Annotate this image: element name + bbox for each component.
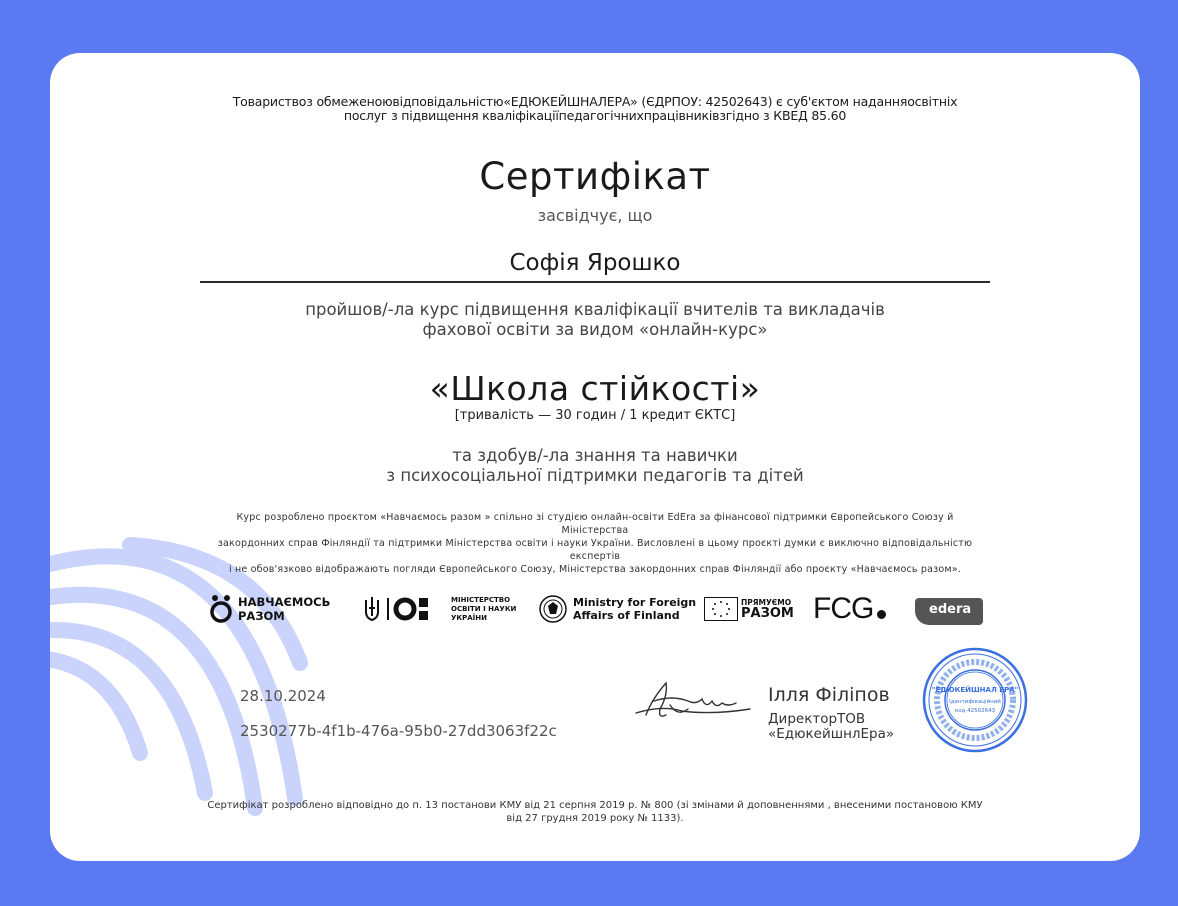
mon-line-2: ОСВІТИ І НАУКИ <box>451 604 517 613</box>
disclaimer-line-1: Курс розроблено проєктом «Навчаємось разом » спільно зі студією онлайн-освіти EdEra за фінансової підтримки Європейського Союзу й <box>236 512 954 523</box>
eu-line-2: РАЗОМ <box>741 605 794 621</box>
footer-line-2: від 27 грудня 2019 року № 1133). <box>506 813 684 824</box>
finland-line-2: Affairs of Finland <box>573 609 680 622</box>
disclaimer-line-3: закордонних справ Фінляндії та підтримки Міністерства освіти і науки України. Висловлені в цьому проєкті думки є виключно відповідальністю <box>217 538 973 549</box>
mon-line-1: МІНІСТЕРСТВО <box>451 595 511 604</box>
disclaimer-line-4: експертів <box>569 551 621 562</box>
footer-line-1: Сертифікат розроблено відповідно до п. 13 постанови КМУ від 21 серпня 2019 р. № 800 (зі змінами й доповненнями , внесеними постановою КМУ <box>207 800 983 811</box>
disclaimer-line-5: і не обов'язково відображають погляди Європейського Союзу, Міністерства закордонних справ Фінляндії або проєкту «Навчаємось разом». <box>228 564 962 575</box>
finland-line-1: Ministry for Foreign <box>573 596 697 609</box>
stamp-center-line-2: Ідентифікаційний <box>949 699 1001 705</box>
issuer-line-1: Товариствоз обмеженоювідповідальністю«ЕДЮКЕЙШНАЛЕРА» (ЄДРПОУ: 42502643) є суб'єктом наданняосвітніх <box>232 94 958 109</box>
skills-line-1: та здобув/-ла знання та навички <box>452 446 738 465</box>
mon-line-3: УКРАЇНИ <box>451 613 487 622</box>
disclaimer-line-2: Міністерства <box>561 525 629 536</box>
issue-date: 28.10.2024 <box>240 687 326 705</box>
stamp-center-line-1: "ЕДЮКЕЙШНАЛ ЕРА" <box>931 686 1019 694</box>
recipient-name: Софія Ярошко <box>509 250 681 276</box>
legal-footer <box>50 799 1140 825</box>
signer-name: Ілля Філіпов <box>768 684 890 706</box>
course-name: «Школа стійкості» <box>429 369 761 408</box>
skills-acquired <box>50 446 1140 486</box>
skills-line-2: з психосоціальної підтримки педагогів та дітей <box>386 466 804 485</box>
finland-crest-icon <box>538 594 568 624</box>
partner-logos <box>208 591 988 627</box>
course-description <box>50 300 1140 340</box>
handwritten-signature <box>632 675 754 727</box>
official-stamp <box>921 646 1029 754</box>
issuer-statement <box>50 95 1140 123</box>
navchaemos-line-2: РАЗОМ <box>238 609 285 623</box>
certificate-title: Сертифікат <box>479 155 711 198</box>
eu-pryamuemo-razom-logo <box>704 591 794 627</box>
signer-role-line-1: ДиректорТОВ <box>768 711 866 727</box>
navchaemos-razom-logo <box>208 591 330 627</box>
fcg-logo <box>813 591 886 627</box>
certificate-card <box>50 53 1140 861</box>
edera-logo <box>915 591 983 627</box>
mon-ukraine-logo <box>363 591 516 627</box>
eu-flag-icon <box>704 597 738 621</box>
description-line-2: фахової освіти за видом «онлайн-курс» <box>422 320 768 339</box>
eu-line-1: ПРЯМУЄМО <box>741 597 792 607</box>
issuer-line-2: послуг з підвищення кваліфікаціїпедагогічнихпрацівниківзгідно з КВЕД 85.60 <box>343 108 847 123</box>
description-line-1: пройшов/-ла курс підвищення кваліфікації вчителів та викладачів <box>305 300 885 319</box>
fcg-dot-icon <box>877 610 886 619</box>
certificate-subtitle: засвідчує, що <box>537 206 653 225</box>
signer-role-line-2: «ЕдюкейшнлЕра» <box>768 726 895 742</box>
edera-wordmark: edera <box>915 598 983 625</box>
finland-mfa-logo <box>538 591 696 627</box>
recipient-underline <box>200 281 990 283</box>
navchaemos-razom-icon <box>208 594 234 624</box>
navchaemos-line-1: НАВЧАЄМОСЬ <box>238 595 331 609</box>
certificate-id: 2530277b-4f1b-476a-95b0-27dd3063f22c <box>240 722 557 740</box>
course-duration: [тривалість — 30 годин / 1 кредит ЄКТС] <box>454 408 736 423</box>
trident-ministry-icon <box>363 594 449 624</box>
signer-role <box>768 712 894 742</box>
stamp-center-line-3: код 42502643 <box>954 708 996 714</box>
fcg-wordmark: FCG <box>813 592 874 625</box>
disclaimer <box>170 511 1020 576</box>
